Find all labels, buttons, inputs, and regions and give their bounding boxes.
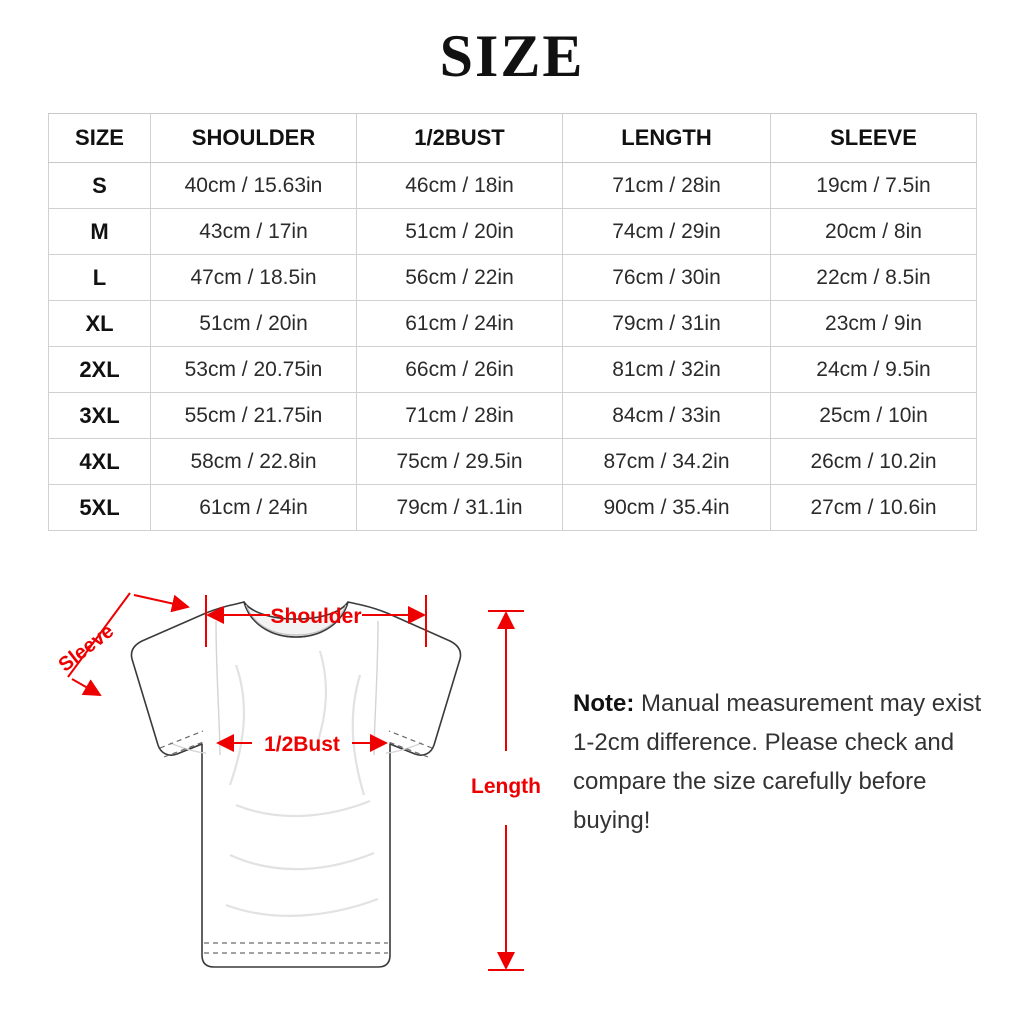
table-row [49,163,977,209]
cell-length: 71cm / 28in [563,163,771,209]
cell-size: 3XL [49,393,151,439]
table-row [49,301,977,347]
cell-shoulder: 40cm / 15.63in [151,163,357,209]
cell-bust: 75cm / 29.5in [357,439,563,485]
cell-sleeve: 26cm / 10.2in [771,439,977,485]
cell-bust: 61cm / 24in [357,301,563,347]
table-row [49,485,977,531]
size-table [48,113,977,531]
cell-size: XL [49,301,151,347]
cell-shoulder: 51cm / 20in [151,301,357,347]
cell-shoulder: 47cm / 18.5in [151,255,357,301]
cell-sleeve: 20cm / 8in [771,209,977,255]
table-header-row [49,114,977,163]
label-sleeve: Sleeve [54,620,119,677]
cell-size: 2XL [49,347,151,393]
table-row [49,347,977,393]
cell-sleeve: 24cm / 9.5in [771,347,977,393]
cell-length: 79cm / 31in [563,301,771,347]
cell-shoulder: 61cm / 24in [151,485,357,531]
cell-length: 81cm / 32in [563,347,771,393]
cell-length: 87cm / 34.2in [563,439,771,485]
cell-size: 5XL [49,485,151,531]
cell-size: M [49,209,151,255]
table-row [49,393,977,439]
cell-shoulder: 55cm / 21.75in [151,393,357,439]
column-header-shoulder: SHOULDER [151,114,357,163]
size-table-container [48,113,976,531]
cell-length: 76cm / 30in [563,255,771,301]
note-block [573,684,993,840]
cell-sleeve: 23cm / 9in [771,301,977,347]
label-length: Length [471,775,541,798]
cell-size: L [49,255,151,301]
cell-size: 4XL [49,439,151,485]
tshirt-illustration [131,602,460,967]
tshirt-measurement-diagram [30,555,570,1005]
table-row [49,209,977,255]
column-header-size: SIZE [49,114,151,163]
page-title: SIZE [439,23,585,89]
cell-shoulder: 43cm / 17in [151,209,357,255]
cell-shoulder: 58cm / 22.8in [151,439,357,485]
cell-sleeve: 27cm / 10.6in [771,485,977,531]
cell-bust: 71cm / 28in [357,393,563,439]
column-header-length: LENGTH [563,114,771,163]
label-shoulder: Shoulder [270,605,362,628]
cell-sleeve: 25cm / 10in [771,393,977,439]
cell-bust: 79cm / 31.1in [357,485,563,531]
column-header-bust: 1/2BUST [357,114,563,163]
cell-length: 90cm / 35.4in [563,485,771,531]
cell-bust: 46cm / 18in [357,163,563,209]
cell-bust: 56cm / 22in [357,255,563,301]
cell-sleeve: 19cm / 7.5in [771,163,977,209]
table-row [49,255,977,301]
note-label: Note: [573,690,635,717]
cell-length: 84cm / 33in [563,393,771,439]
table-row [49,439,977,485]
cell-shoulder: 53cm / 20.75in [151,347,357,393]
column-header-sleeve: SLEEVE [771,114,977,163]
cell-bust: 51cm / 20in [357,209,563,255]
cell-bust: 66cm / 26in [357,347,563,393]
note-text: Manual measurement may exist 1-2cm difference. Please check and compare the size carefully before buying! [573,690,982,834]
cell-length: 74cm / 29in [563,209,771,255]
cell-size: S [49,163,151,209]
label-bust: 1/2Bust [264,733,340,756]
cell-sleeve: 22cm / 8.5in [771,255,977,301]
